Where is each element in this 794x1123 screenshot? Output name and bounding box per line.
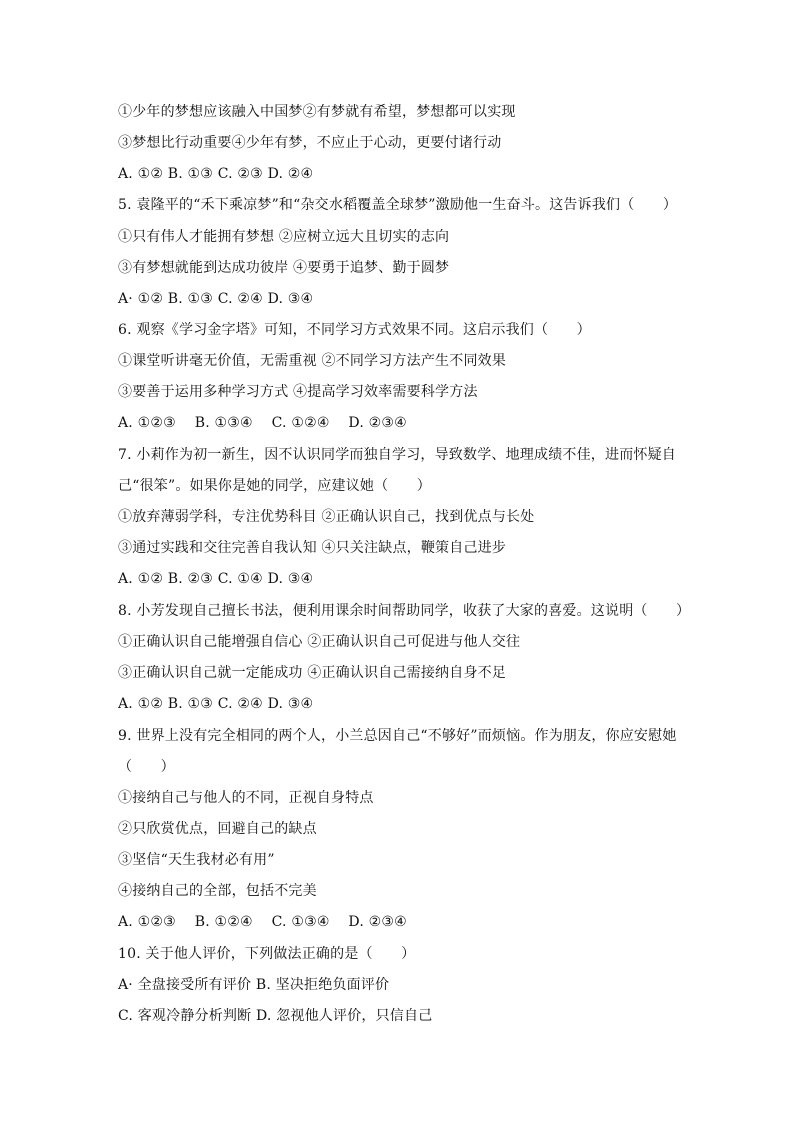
answer-choices: C. 客观冷静分析判断 D. 忽视他人评价，只信自己 [118,1008,433,1024]
option-statement: ③坚信“天生我材必有用” [118,852,275,868]
question-8-stem: 8. 小芳发现自己擅长书法，便利用课余时间帮助同学，收获了大家的喜爱。这说明（ ） [118,603,691,619]
question-6-stem: 6. 观察《学习金字塔》可知，不同学习方式效果不同。这启示我们（ ） [118,322,591,338]
answer-choices: A. ①②③ B. ①③④ C. ①②④ D. ②③④ [118,415,407,431]
option-statement: ①接纳自己与他人的不同，正视自身特点 [118,790,374,806]
answer-choices: A. ①② B. ②③ C. ①④ D. ③④ [118,571,314,587]
answer-choices: A· ①② B. ①③ C. ②④ D. ③④ [118,291,314,307]
answer-choices: A. ①② B. ①③ C. ②④ D. ③④ [118,696,314,712]
option-statements-line: ③梦想比行动重要④少年有梦，不应止于心动，更要付诸行动 [118,135,502,151]
option-statements-line: ①课堂听讲毫无价值，无需重视 ②不同学习方法产生不同效果 [118,353,507,369]
answer-choices: A· 全盘接受所有评价 B. 坚决拒绝负面评价 [118,977,390,993]
question-9-stem: 9. 世界上没有完全相同的两个人，小兰总因自己“不够好”而烦恼。作为朋友，你应安慰她 [118,728,677,744]
question-5-stem: 5. 袁隆平的“禾下乘凉梦”和“杂交水稻覆盖全球梦”激励他一生奋斗。这告诉我们（ ） [118,197,678,213]
option-statements-line: ③有梦想就能到达成功彼岸 ④要勇于追梦、勤于圆梦 [118,260,450,276]
option-statements-line: ③正确认识自己就一定能成功 ④正确认识自己需接纳自身不足 [118,665,507,681]
question-7-stem: 7. 小莉作为初一新生，因不认识同学而独自学习，导致数学、地理成绩不佳，进而怀疑自 [118,447,677,463]
question-9-stem-cont: （ ） [118,759,175,775]
option-statements-line: ③要善于运用多种学习方式 ④提高学习效率需要科学方法 [118,384,478,400]
option-statements-line: ①只有伟人才能拥有梦想 ②应树立远大且切实的志向 [118,229,450,245]
answer-choices: A. ①②③ B. ①②④ C. ①③④ D. ②③④ [118,914,407,930]
option-statement: ②只欣赏优点，回避自己的缺点 [118,821,317,837]
option-statements-line: ③通过实践和交往完善自我认知 ④只关注缺点，鞭策自己进步 [118,540,507,556]
option-statements-line: ①放弃薄弱学科，专注优势科目 ②正确认识自己，找到优点与长处 [118,509,535,525]
question-7-stem-cont: 己“很笨”。如果你是她的同学，应建议她（ ） [118,478,431,494]
option-statement: ④接纳自己的全部，包括不完美 [118,883,317,899]
option-statements-line: ①正确认识自己能增强自信心 ②正确认识自己可促进与他人交往 [118,634,521,650]
option-statements-line: ①少年的梦想应该融入中国梦②有梦就有希望，梦想都可以实现 [118,104,516,120]
answer-choices: A. ①② B. ①③ C. ②③ D. ②④ [118,166,314,182]
question-10-stem: 10. 关于他人评价，下列做法正确的是（ ） [118,946,416,962]
